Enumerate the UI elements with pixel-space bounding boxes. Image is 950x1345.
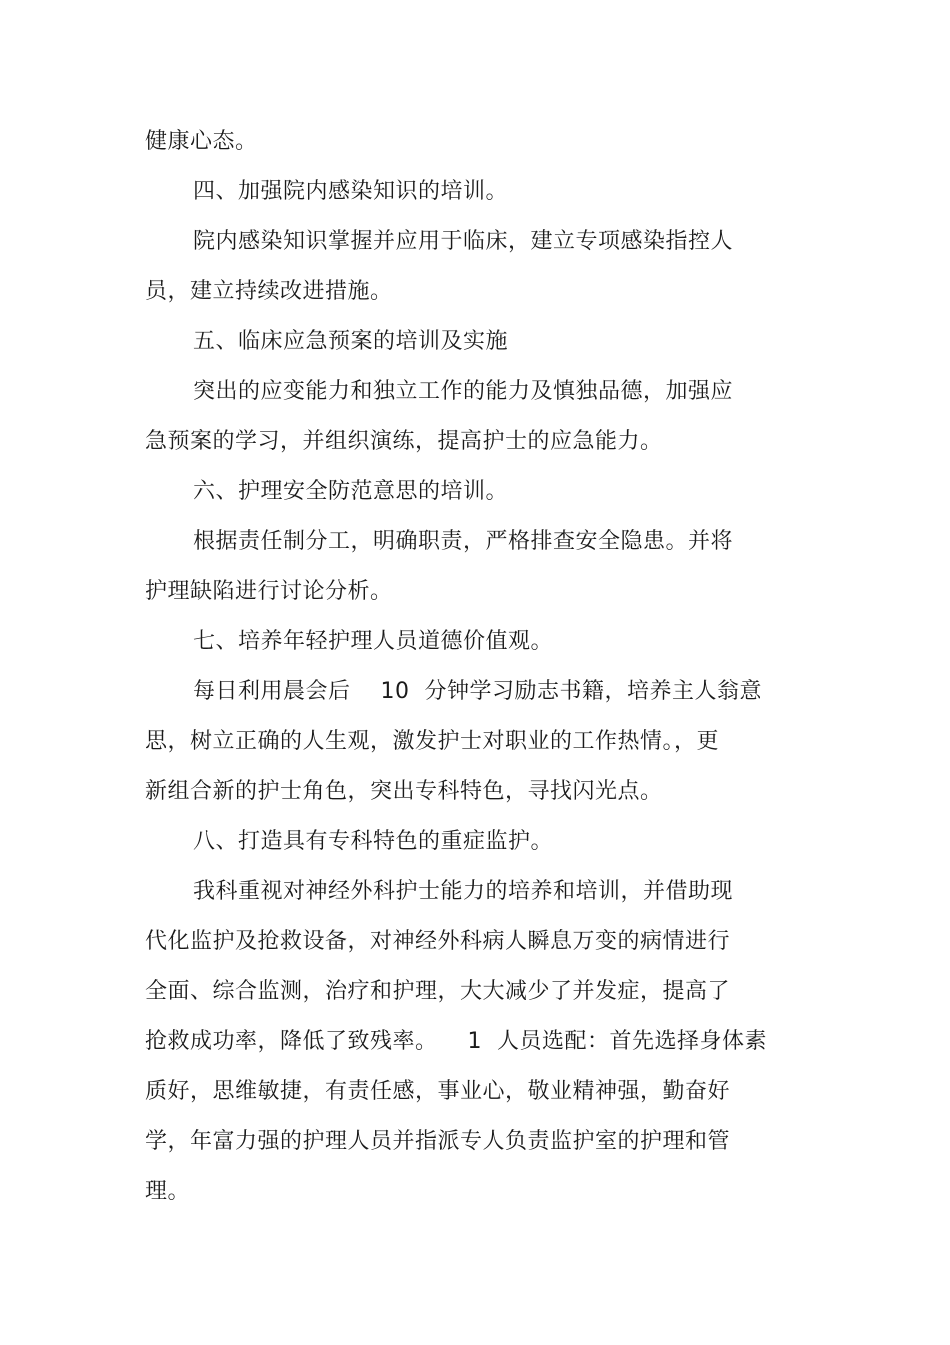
text-line: 员，建立持续改进措施。 xyxy=(145,279,393,304)
text-line: 突出的应变能力和独立工作的能力及慎独品德，加强应 xyxy=(193,379,734,404)
section-heading: 八、打造具有专科特色的重症监护。 xyxy=(193,829,554,854)
section-heading: 七、培养年轻护理人员道德价值观。 xyxy=(193,629,554,654)
text-line: 护理缺陷进行讨论分析。 xyxy=(145,579,393,604)
text-line: 抢救成功率，降低了致残率。 1 人员选配：首先选择身体素 xyxy=(145,1029,767,1054)
section-heading: 六、护理安全防范意思的培训。 xyxy=(193,479,509,504)
text-line: 院内感染知识掌握并应用于临床，建立专项感染指控人 xyxy=(193,229,734,254)
text-line: 每日利用晨会后 10 分钟学习励志书籍，培养主人翁意 xyxy=(193,679,762,704)
text-line: 理。 xyxy=(145,1179,191,1204)
text-line: 质好，思维敏捷，有责任感，事业心，敬业精神强，勤奋好 xyxy=(145,1079,731,1104)
text-line: 根据责任制分工，明确职责，严格排查安全隐患。并将 xyxy=(193,529,734,554)
text-line: 思，树立正确的人生观，激发护士对职业的工作热情。，更 xyxy=(145,729,720,754)
text-line: 全面、综合监测，治疗和护理，大大减少了并发症，提高了 xyxy=(145,979,731,1004)
text-line: 健康心态。 xyxy=(145,129,258,154)
section-heading: 四、加强院内感染知识的培训。 xyxy=(193,179,509,204)
text-line: 我科重视对神经外科护士能力的培养和培训，并借助现 xyxy=(193,879,734,904)
text-line: 代化监护及抢救设备，对神经外科病人瞬息万变的病情进行 xyxy=(145,929,731,954)
section-heading: 五、临床应急预案的培训及实施 xyxy=(193,329,509,354)
text-line: 急预案的学习，并组织演练，提高护士的应急能力。 xyxy=(145,429,663,454)
text-line: 学，年富力强的护理人员并指派专人负责监护室的护理和管 xyxy=(145,1129,731,1154)
text-line: 新组合新的护士角色，突出专科特色，寻找闪光点。 xyxy=(145,779,663,804)
